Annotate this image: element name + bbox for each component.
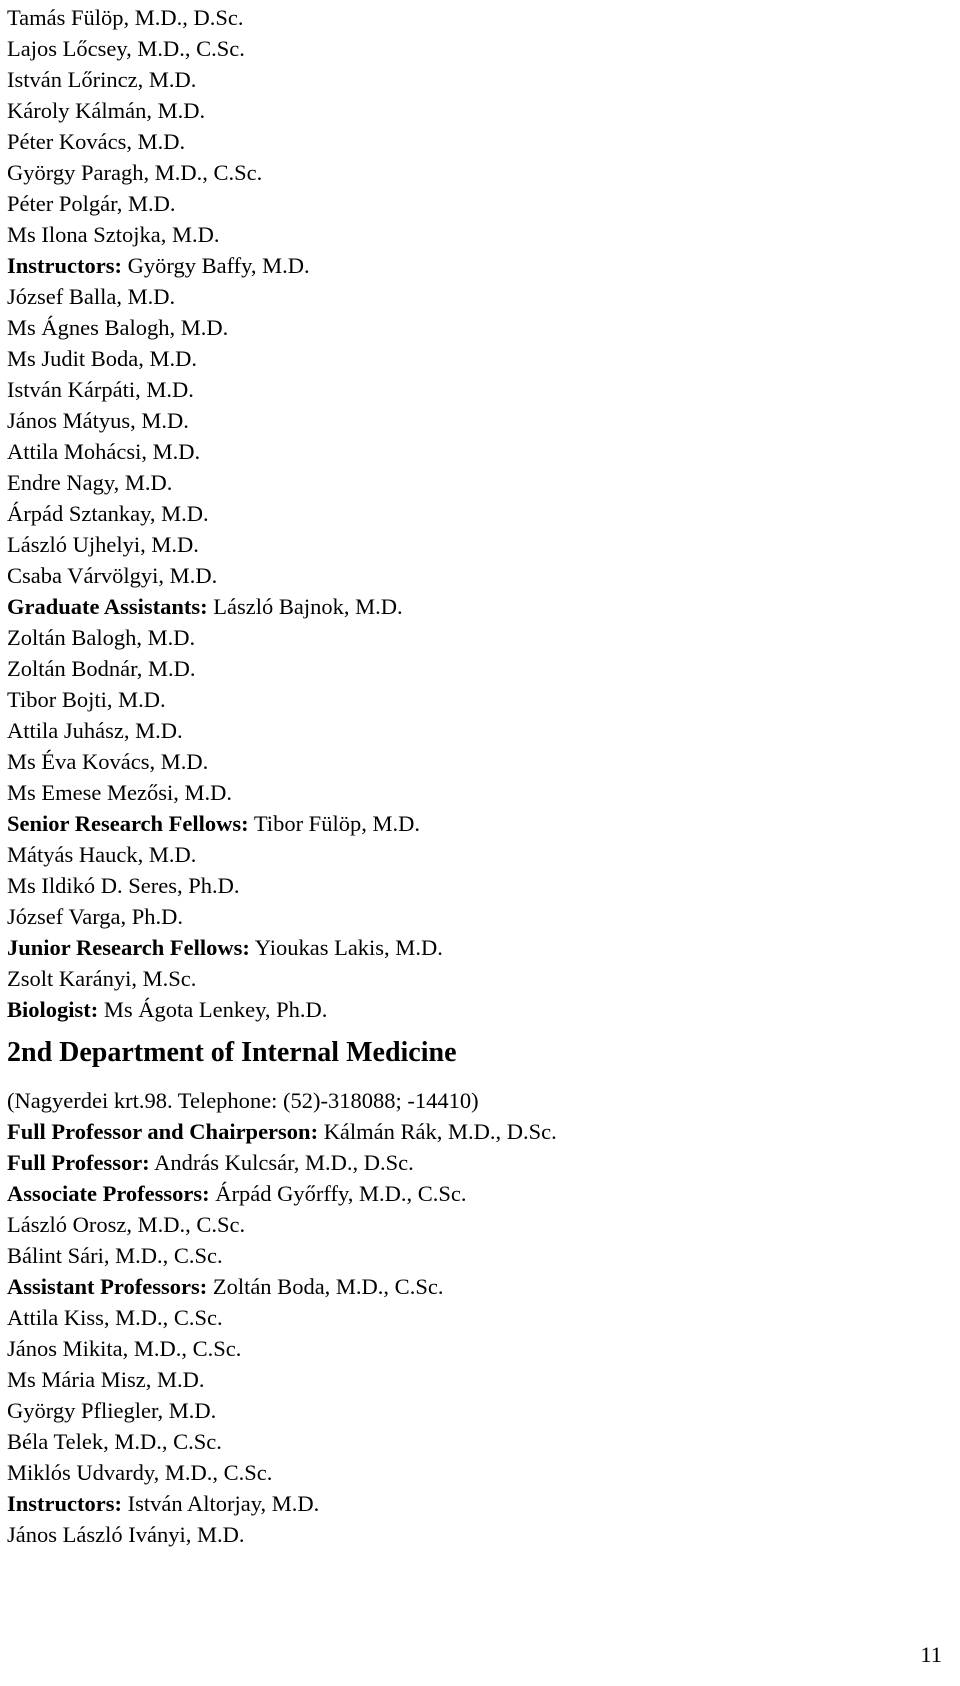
staff-name: István Lőrincz, M.D. <box>7 67 197 92</box>
staff-line <box>7 157 947 188</box>
role-label: Full Professor and Chairperson: <box>7 1119 319 1144</box>
staff-line <box>7 188 947 219</box>
staff-line <box>7 839 947 870</box>
staff-line <box>7 436 947 467</box>
staff-line <box>7 1519 947 1550</box>
staff-line <box>7 715 947 746</box>
staff-line <box>7 1333 947 1364</box>
staff-name: Béla Telek, M.D., C.Sc. <box>7 1429 222 1454</box>
staff-name: György Baffy, M.D. <box>121 253 310 278</box>
staff-name: György Paragh, M.D., C.Sc. <box>7 160 263 185</box>
staff-line <box>7 684 947 715</box>
staff-name: Tibor Bojti, M.D. <box>7 687 166 712</box>
role-label: Assistant Professors: <box>7 1274 208 1299</box>
staff-name: Ms Ágnes Balogh, M.D. <box>7 315 229 340</box>
staff-line <box>7 64 947 95</box>
staff-line <box>7 529 947 560</box>
staff-line <box>7 343 947 374</box>
role-label: Junior Research Fellows: <box>7 935 250 960</box>
staff-name: Zoltán Boda, M.D., C.Sc. <box>207 1274 444 1299</box>
staff-name: László Bajnok, M.D. <box>207 594 403 619</box>
staff-name: Péter Polgár, M.D. <box>7 191 176 216</box>
staff-name: József Balla, M.D. <box>7 284 176 309</box>
staff-line <box>7 870 947 901</box>
staff-name: Zoltán Balogh, M.D. <box>7 625 196 650</box>
staff-line-with-role <box>7 808 947 839</box>
staff-name: János Mátyus, M.D. <box>7 408 189 433</box>
staff-line <box>7 1240 947 1271</box>
staff-list-first-department <box>7 0 947 1025</box>
staff-name: Yioukas Lakis, M.D. <box>249 935 443 960</box>
staff-name: Péter Kovács, M.D. <box>7 129 186 154</box>
staff-line-with-role <box>7 591 947 622</box>
staff-name: Ms Judit Boda, M.D. <box>7 346 198 371</box>
staff-name: Zoltán Bodnár, M.D. <box>7 656 196 681</box>
staff-line <box>7 1085 947 1116</box>
staff-line <box>7 498 947 529</box>
staff-name: Árpád Győrffy, M.D., C.Sc. <box>209 1181 467 1206</box>
staff-line <box>7 2 947 33</box>
staff-name: János Mikita, M.D., C.Sc. <box>7 1336 242 1361</box>
document-page <box>7 0 947 1550</box>
staff-name: Ms Ágota Lenkey, Ph.D. <box>98 997 328 1022</box>
role-label: Full Professor: <box>7 1150 150 1175</box>
staff-line-with-role <box>7 994 947 1025</box>
staff-line-with-role <box>7 1488 947 1519</box>
staff-name: Ms Emese Mezősi, M.D. <box>7 780 232 805</box>
role-label: Instructors: <box>7 253 122 278</box>
staff-line <box>7 33 947 64</box>
staff-line <box>7 901 947 932</box>
staff-line-with-role <box>7 1178 947 1209</box>
staff-name: Attila Mohácsi, M.D. <box>7 439 201 464</box>
staff-name: László Orosz, M.D., C.Sc. <box>7 1212 246 1237</box>
staff-name: Bálint Sári, M.D., C.Sc. <box>7 1243 223 1268</box>
page-number: 11 <box>920 1642 942 1667</box>
staff-line <box>7 126 947 157</box>
staff-line <box>7 95 947 126</box>
staff-name: Ms Ildikó D. Seres, Ph.D. <box>7 873 240 898</box>
staff-line <box>7 312 947 343</box>
staff-line <box>7 1364 947 1395</box>
staff-line-with-role <box>7 1147 947 1178</box>
staff-name: András Kulcsár, M.D., D.Sc. <box>149 1150 414 1175</box>
role-label: Instructors: <box>7 1491 122 1516</box>
staff-line <box>7 746 947 777</box>
staff-name: Ms Éva Kovács, M.D. <box>7 749 209 774</box>
role-label: Senior Research Fellows: <box>7 811 249 836</box>
staff-name: Attila Kiss, M.D., C.Sc. <box>7 1305 223 1330</box>
staff-line <box>7 622 947 653</box>
staff-line <box>7 1209 947 1240</box>
staff-name: Mátyás Hauck, M.D. <box>7 842 197 867</box>
staff-line <box>7 1457 947 1488</box>
staff-name: György Pfliegler, M.D. <box>7 1398 217 1423</box>
staff-line <box>7 1302 947 1333</box>
staff-line <box>7 963 947 994</box>
staff-line <box>7 777 947 808</box>
staff-name: Tamás Fülöp, M.D., D.Sc. <box>7 5 244 30</box>
staff-name: Tibor Fülöp, M.D. <box>248 811 420 836</box>
staff-line <box>7 1426 947 1457</box>
staff-line <box>7 281 947 312</box>
staff-name: Kálmán Rák, M.D., D.Sc. <box>318 1119 557 1144</box>
staff-list-second-department <box>7 1085 947 1550</box>
staff-line <box>7 560 947 591</box>
staff-line <box>7 405 947 436</box>
staff-line <box>7 1395 947 1426</box>
staff-line-with-role <box>7 250 947 281</box>
staff-line <box>7 653 947 684</box>
staff-line-with-role <box>7 932 947 963</box>
staff-line <box>7 467 947 498</box>
role-label: Associate Professors: <box>7 1181 210 1206</box>
staff-name: Csaba Várvölgyi, M.D. <box>7 563 218 588</box>
staff-name: Ms Mária Misz, M.D. <box>7 1367 205 1392</box>
staff-line <box>7 219 947 250</box>
staff-name: János László Iványi, M.D. <box>7 1522 245 1547</box>
role-label: Graduate Assistants: <box>7 594 208 619</box>
staff-name: István Altorjay, M.D. <box>121 1491 320 1516</box>
staff-name: József Varga, Ph.D. <box>7 904 184 929</box>
staff-line-with-role <box>7 1116 947 1147</box>
staff-name: Attila Juhász, M.D. <box>7 718 183 743</box>
staff-line <box>7 374 947 405</box>
section-heading: 2nd Department of Internal Medicine <box>7 1037 457 1068</box>
staff-name: László Ujhelyi, M.D. <box>7 532 199 557</box>
staff-name: Endre Nagy, M.D. <box>7 470 173 495</box>
role-label: Biologist: <box>7 997 99 1022</box>
staff-name: Lajos Lőcsey, M.D., C.Sc. <box>7 36 245 61</box>
staff-name: Árpád Sztankay, M.D. <box>7 501 209 526</box>
staff-name: Zsolt Karányi, M.Sc. <box>7 966 197 991</box>
staff-name: Károly Kálmán, M.D. <box>7 98 206 123</box>
staff-name: Miklós Udvardy, M.D., C.Sc. <box>7 1460 273 1485</box>
staff-name: Ms Ilona Sztojka, M.D. <box>7 222 220 247</box>
staff-name: István Kárpáti, M.D. <box>7 377 194 402</box>
staff-name: (Nagyerdei krt.98. Telephone: (52)-318088; -14410) <box>7 1088 479 1113</box>
staff-line-with-role <box>7 1271 947 1302</box>
